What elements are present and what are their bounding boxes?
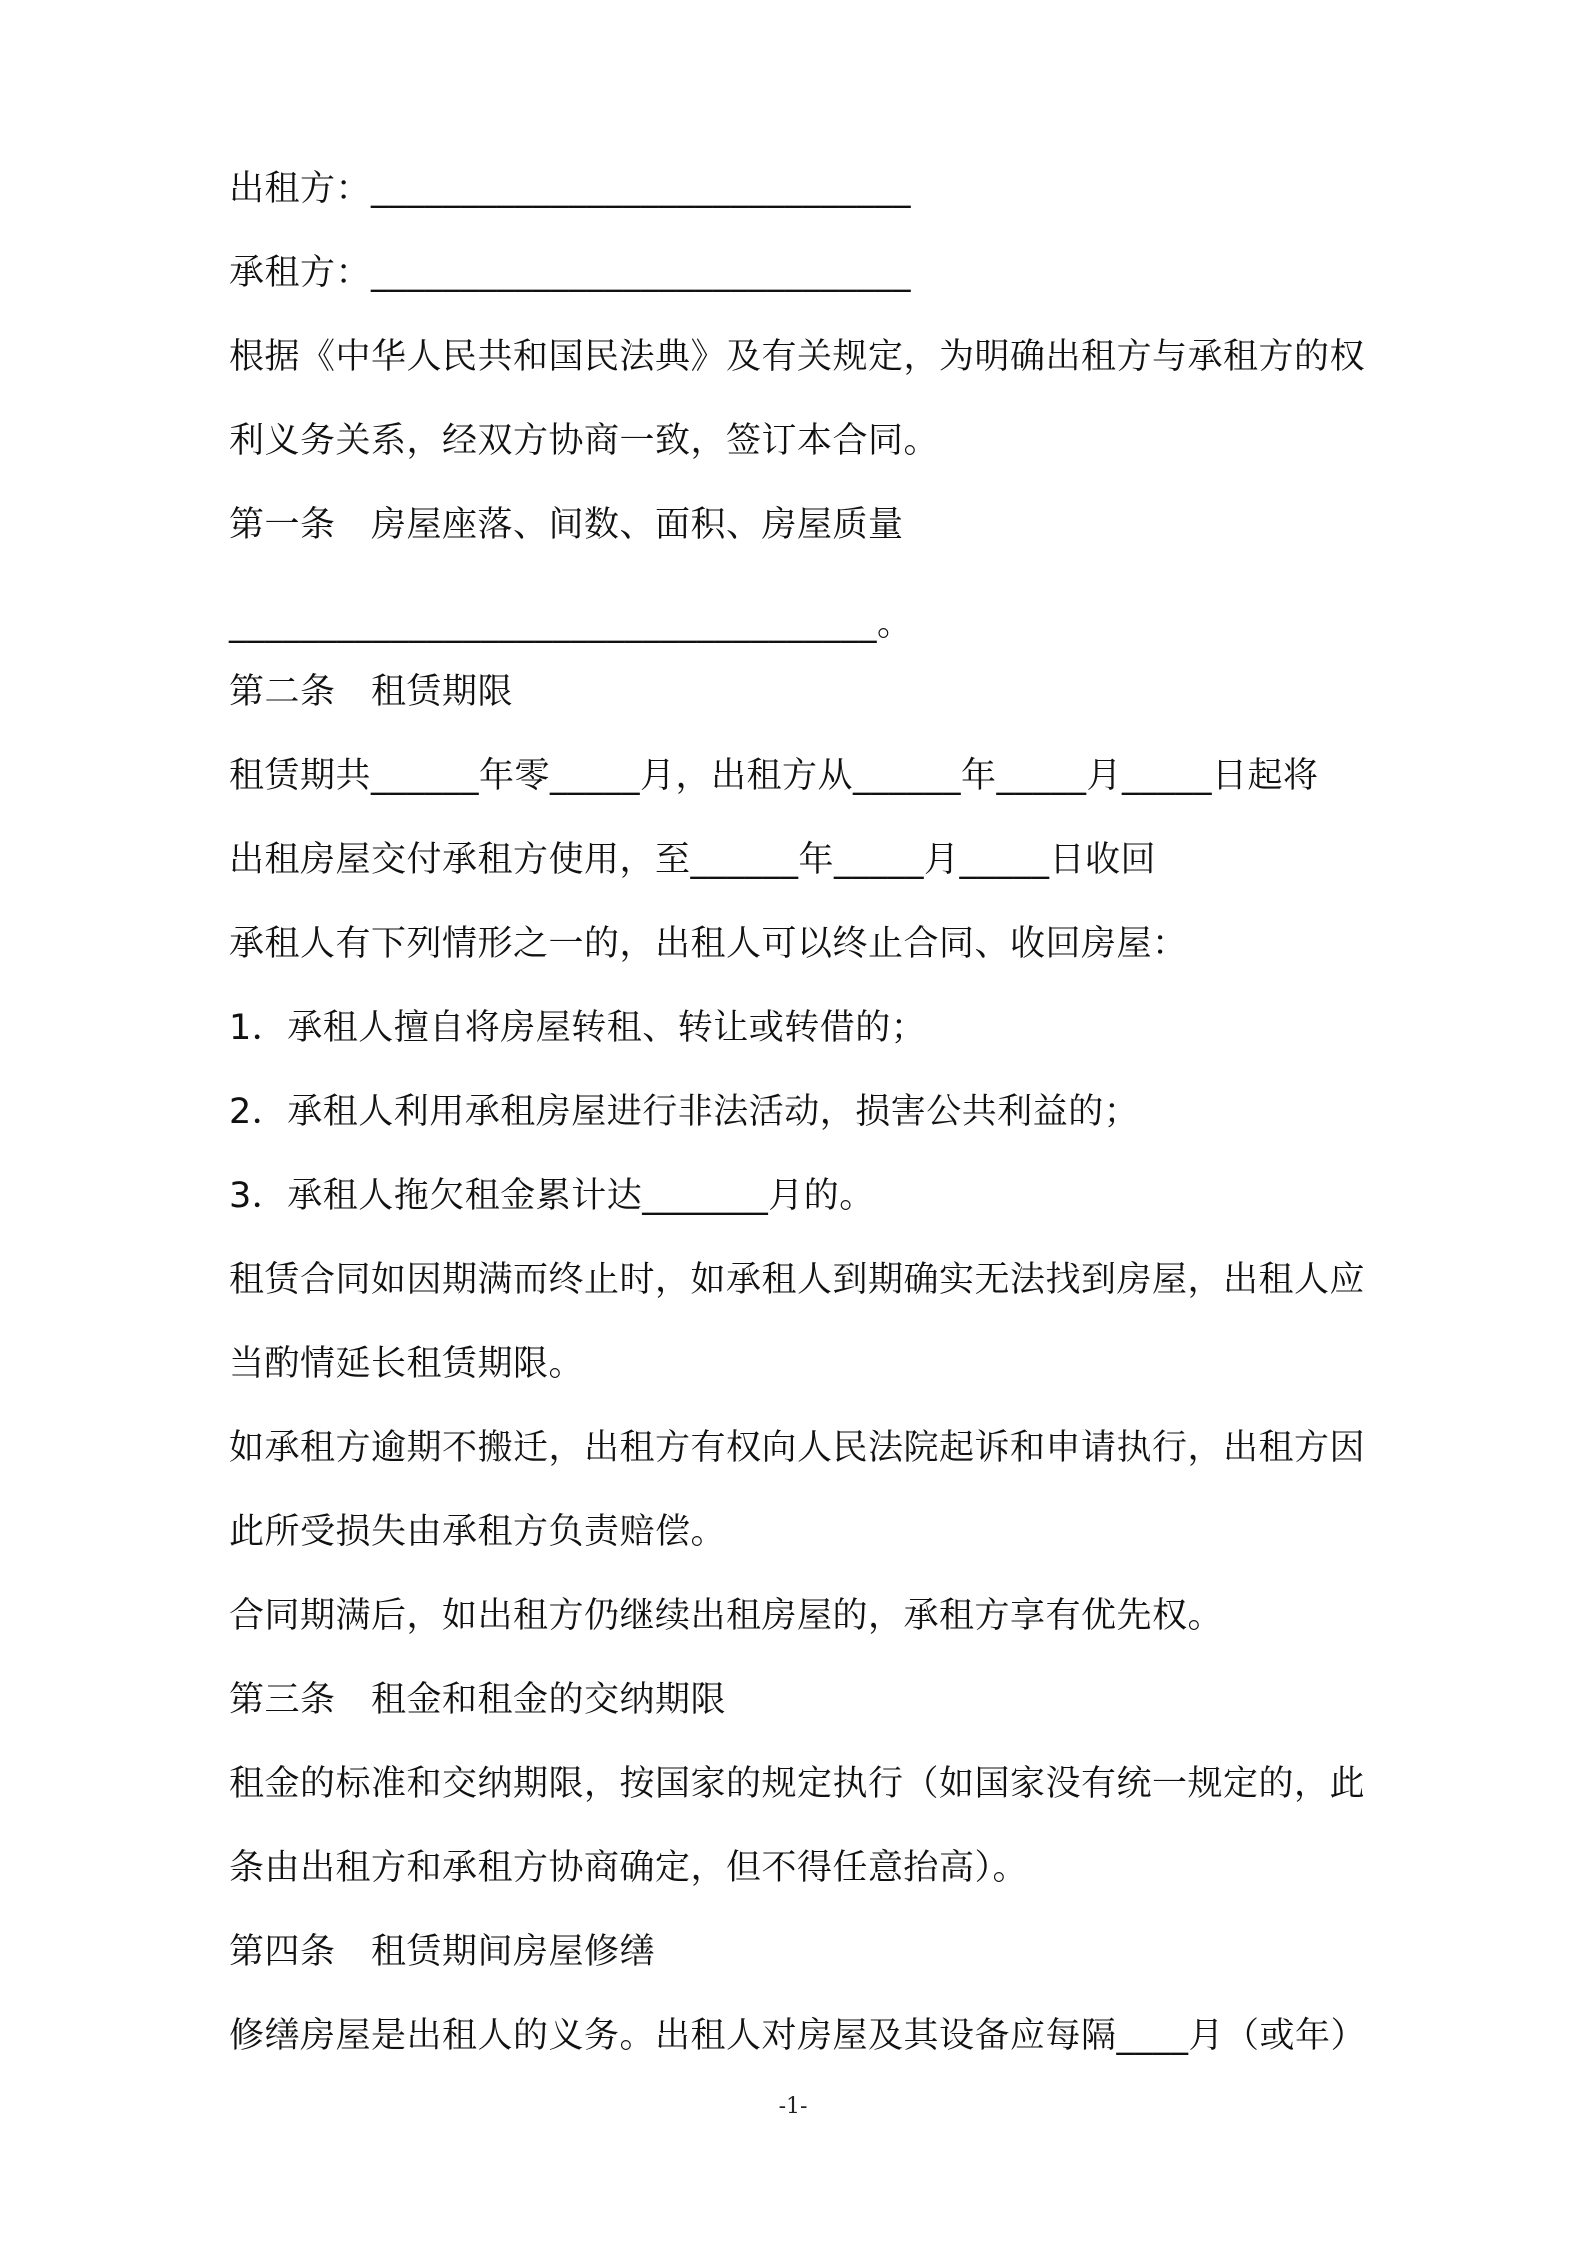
article-3-heading: 第三条 租金和租金的交纳期限 <box>229 1680 727 1720</box>
extension-line-1: 租赁合同如因期满而终止时，如承租人到期确实无法找到房屋，出租人应 <box>229 1260 1366 1300</box>
preamble-line-1: 根据《中华人民共和国民法典》及有关规定，为明确出租方与承租方的权 <box>229 337 1366 377</box>
lease-term-line-1: 租赁期共______年零_____月，出租方从______年_____月_____日起将 <box>229 756 1319 796</box>
lease-term-line-2: 出租房屋交付承租方使用，至______年_____月_____日收回 <box>229 840 1157 880</box>
extension-line-2: 当酌情延长租赁期限。 <box>229 1344 585 1384</box>
priority-line: 合同期满后，如出租方仍继续出租房屋的，承租方享有优先权。 <box>229 1596 1224 1636</box>
page-number: -1- <box>778 2094 808 2119</box>
termination-item-1: 1．承租人擅自将房屋转租、转让或转借的； <box>229 1008 927 1048</box>
article-1-heading: 第一条 房屋座落、间数、面积、房屋质量 <box>229 505 904 545</box>
preamble-line-2: 利义务关系，经双方协商一致，签订本合同。 <box>229 421 940 461</box>
lessee-line: 承租方：______________________________ <box>229 253 912 293</box>
repair-line-1: 修缮房屋是出租人的义务。出租人对房屋及其设备应每隔____月（或年） <box>229 2016 1367 2056</box>
rent-line-1: 租金的标准和交纳期限，按国家的规定执行（如国家没有统一规定的，此 <box>229 1764 1366 1804</box>
rent-line-2: 条由出租方和承租方协商确定，但不得任意抬高）。 <box>229 1848 1029 1888</box>
lessor-line: 出租方：______________________________ <box>229 169 912 209</box>
article-4-heading: 第四条 租赁期间房屋修缮 <box>229 1932 656 1972</box>
termination-item-2: 2．承租人利用承租房屋进行非法活动，损害公共利益的； <box>229 1092 1140 1132</box>
termination-item-3: 3．承租人拖欠租金累计达_______月的。 <box>229 1176 875 1216</box>
overstay-line-2: 此所受损失由承租方负责赔偿。 <box>229 1512 727 1552</box>
article-2-heading: 第二条 租赁期限 <box>229 672 514 712</box>
termination-intro: 承租人有下列情形之一的，出租人可以终止合同、收回房屋： <box>229 924 1188 964</box>
article-1-blank-line: ____________________________________。 <box>229 604 913 644</box>
overstay-line-1: 如承租方逾期不搬迁，出租方有权向人民法院起诉和申请执行，出租方因 <box>229 1428 1366 1468</box>
